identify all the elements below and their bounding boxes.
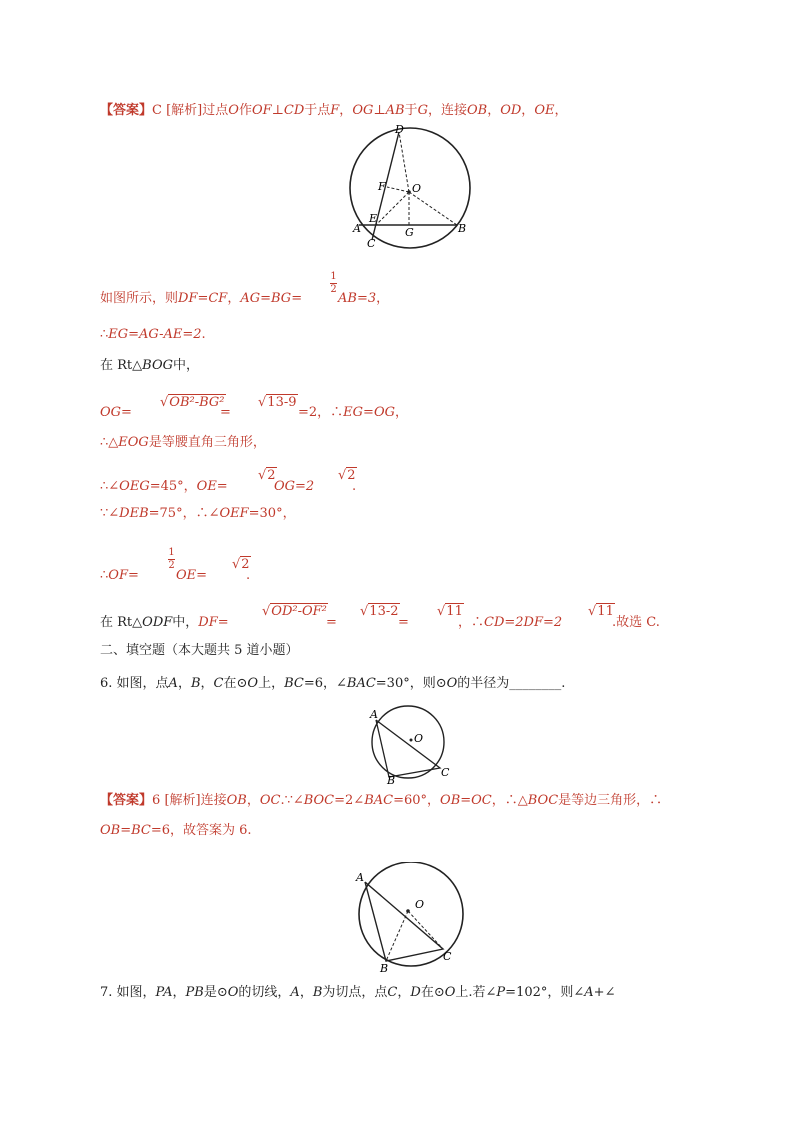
- text: ∴: [100, 568, 109, 583]
- math-var: CD: [283, 103, 305, 118]
- text: =45°，: [149, 479, 197, 494]
- solution-line-6b: [274, 478, 314, 496]
- math-var: BOC: [527, 793, 559, 808]
- text: 于点: [304, 103, 331, 118]
- radicand: OD²-OF²: [271, 604, 327, 619]
- solution-line-9c: [398, 614, 409, 632]
- label-O: O: [412, 182, 422, 195]
- label-A: A: [370, 708, 378, 721]
- math-expr: OEG: [119, 479, 150, 494]
- radicand: 2: [241, 557, 250, 572]
- answer-tag: 【答案】: [100, 793, 153, 808]
- radicand: 2: [267, 468, 276, 483]
- solution-line-8b: [176, 567, 207, 585]
- math-var: A: [290, 985, 300, 1000]
- radicand: 13-2: [369, 604, 399, 619]
- text: 在⊙: [420, 985, 445, 1000]
- text: =30°，则⊙: [375, 676, 447, 691]
- math-var: OD: [500, 103, 522, 118]
- text: ，: [339, 103, 353, 118]
- label-B: B: [380, 962, 389, 972]
- explain-text: [解析]过点: [166, 103, 229, 118]
- text: =6，故答案为 6.: [150, 823, 252, 838]
- text: 的切线，: [238, 985, 291, 1000]
- math-expr: OG=2: [274, 479, 315, 494]
- label-O: O: [415, 898, 425, 911]
- center-dot: [410, 739, 413, 742]
- answer-choice: C: [152, 103, 162, 118]
- frac-den: 2: [330, 284, 337, 295]
- text: 上，: [258, 676, 285, 691]
- answer-5-line: [100, 102, 567, 120]
- seg-OC: [408, 911, 443, 949]
- solution-line-8: [100, 567, 139, 585]
- text: ，: [200, 676, 214, 691]
- answer-6-line-1: [100, 792, 662, 810]
- math-var: O: [228, 103, 239, 118]
- text: 在⊙: [223, 676, 248, 691]
- text: =75°，∴∠: [148, 506, 220, 521]
- text: ，: [487, 103, 501, 118]
- math-expr: OF=: [108, 568, 139, 583]
- math-var: AB: [385, 103, 405, 118]
- math-var: F: [330, 103, 340, 118]
- math-var: A: [584, 985, 594, 1000]
- solution-line-4: [100, 404, 132, 422]
- math-expr: ODF: [142, 615, 173, 630]
- sqrt-13-2: √13-2: [360, 604, 399, 619]
- math-var: B: [190, 676, 201, 691]
- text: ∴: [100, 327, 109, 342]
- math-var: OF: [251, 103, 272, 118]
- text: .∵∠: [280, 793, 304, 808]
- math-expr: OE=: [196, 479, 228, 494]
- solution-line-7: [100, 505, 296, 523]
- solution-line-9b: [326, 614, 337, 632]
- text: 于: [404, 103, 418, 118]
- triangle-ABC: [365, 882, 443, 961]
- answer-6-line-2: [100, 822, 252, 840]
- seg-OD: [399, 132, 409, 192]
- text: [解析]连接: [164, 793, 227, 808]
- frac-num: 1: [330, 271, 337, 282]
- label-A: A: [353, 222, 361, 235]
- math-var: G: [417, 103, 428, 118]
- math-expr: EG=OG: [343, 405, 395, 420]
- text: =6，∠: [303, 676, 347, 691]
- sqrt-11-b: √11: [588, 604, 614, 619]
- math-expr: OG=: [100, 405, 132, 420]
- math-expr: BOG: [142, 358, 173, 373]
- fraction-half-2: [168, 548, 175, 571]
- solution-line-6: [100, 478, 228, 496]
- label-D: D: [395, 123, 404, 136]
- math-var: BC: [284, 676, 304, 691]
- text: =30°，: [248, 506, 296, 521]
- section-heading: 二、填空题（本大题共 5 道小题）: [100, 643, 299, 658]
- math-expr: OE=: [176, 568, 208, 583]
- text: ，: [521, 103, 535, 118]
- math-var: OC: [259, 793, 281, 808]
- text: ，∴△: [491, 793, 528, 808]
- math-var: A: [168, 676, 178, 691]
- math-var: OB: [466, 103, 488, 118]
- math-expr: OEF: [219, 506, 249, 521]
- math-var: BOC: [303, 793, 335, 808]
- math-var: OE: [534, 103, 555, 118]
- label-B: B: [458, 222, 467, 235]
- text: 作: [238, 103, 252, 118]
- frac-den: 2: [168, 560, 175, 571]
- sqrt-13-9: √13-9: [258, 395, 297, 410]
- text: 是等边三角形，∴: [558, 793, 663, 808]
- solution-line-9e: [612, 614, 660, 632]
- text: ，: [246, 793, 260, 808]
- solution-line-4c: [298, 404, 408, 422]
- sqrt-od-of: √OD²-OF²: [262, 604, 327, 619]
- label-C: C: [367, 237, 376, 250]
- math-var: BAC: [346, 676, 376, 691]
- solution-line-2: [100, 326, 206, 344]
- math-var: O: [227, 985, 239, 1000]
- text: ，连接: [427, 103, 467, 118]
- solution-line-5: [100, 434, 266, 452]
- text: 的半径为________.: [457, 676, 566, 691]
- text: =: [220, 405, 231, 420]
- text: 7. 如图，: [100, 985, 156, 1000]
- sqrt-2-a: √2: [258, 468, 276, 483]
- text: 是等腰直角三角形，: [148, 435, 266, 450]
- text: +∠: [593, 985, 616, 1000]
- circle: [372, 706, 444, 778]
- center-dot: [406, 909, 410, 913]
- text: 中，: [172, 615, 199, 630]
- solution-line-1: [100, 290, 302, 308]
- text: 在 Rt△: [100, 615, 143, 630]
- text: ∵∠: [100, 506, 120, 521]
- math-var: OG: [352, 103, 374, 118]
- math-expr: AB=3: [338, 291, 377, 306]
- radicand: 11: [446, 604, 463, 619]
- label-B: B: [387, 774, 396, 785]
- sqrt-11-a: √11: [437, 604, 463, 619]
- text: ，: [172, 985, 186, 1000]
- label-A: A: [356, 871, 364, 884]
- text: ，: [299, 985, 313, 1000]
- math-expr: DF=: [198, 615, 229, 630]
- solution-line-1b: [338, 290, 389, 308]
- text: .: [201, 327, 206, 342]
- math-expr: AG=BG=: [240, 291, 303, 306]
- text: 如图所示，则: [100, 291, 179, 306]
- label-G: G: [405, 226, 414, 239]
- text: =102°，则∠: [505, 985, 585, 1000]
- seg-OB: [409, 192, 457, 225]
- math-expr: EOG: [118, 435, 149, 450]
- text: .: [246, 568, 251, 583]
- math-var: BAC: [364, 793, 394, 808]
- figure-circle-2: [365, 705, 455, 785]
- text: =: [398, 615, 409, 630]
- radicand: OB²-BG²: [169, 395, 225, 410]
- text: .: [352, 479, 357, 494]
- math-var: C: [213, 676, 224, 691]
- solution-line-4b: [220, 404, 231, 422]
- fraction-half-1: [330, 272, 337, 295]
- figure-circle-3: [350, 862, 475, 972]
- seg-OF: [387, 187, 409, 192]
- math-expr: OB=BC: [100, 823, 151, 838]
- seg-OB: [386, 911, 408, 961]
- math-expr: EG=AG-AE=2: [108, 327, 202, 342]
- math-var: OB: [226, 793, 247, 808]
- text: ⊥: [373, 103, 386, 118]
- text: ∴∠: [100, 479, 120, 494]
- math-var: P: [496, 985, 506, 1000]
- label-E: E: [369, 212, 378, 225]
- math-var: B: [312, 985, 323, 1000]
- seg-OE: [376, 192, 409, 225]
- text: ∴△: [100, 435, 119, 450]
- sqrt-2-c: √2: [232, 557, 250, 572]
- triangle-ABC: [376, 720, 440, 777]
- math-expr: CD=2DF=2: [484, 615, 563, 630]
- label-C: C: [443, 950, 452, 963]
- math-expr: DF=CF: [178, 291, 228, 306]
- text: ⊥: [271, 103, 284, 118]
- text: ，: [227, 291, 241, 306]
- math-var: O: [247, 676, 259, 691]
- math-var: C: [387, 985, 398, 1000]
- text: 在 Rt△: [100, 358, 143, 373]
- solution-line-8c: [246, 567, 250, 585]
- text: ，: [394, 405, 408, 420]
- radicand: 2: [347, 468, 356, 483]
- sqrt-ob-bg: √OB²-BG²: [160, 395, 225, 410]
- text: ，: [376, 291, 390, 306]
- text: ，: [397, 985, 411, 1000]
- solution-line-9: [100, 614, 229, 632]
- question-6: [100, 675, 565, 693]
- question-7: [100, 984, 615, 1002]
- math-var: D: [410, 985, 421, 1000]
- figure-circle-1: [345, 122, 475, 257]
- solution-line-9d: [458, 614, 562, 632]
- text: =2，∴: [298, 405, 344, 420]
- math-var: PA: [155, 985, 173, 1000]
- text: .故选 C.: [612, 615, 660, 630]
- text: =60°，: [393, 793, 441, 808]
- math-expr: OB=OC: [440, 793, 492, 808]
- frac-num: 1: [168, 547, 175, 558]
- text: 中，: [173, 358, 200, 373]
- text: =2∠: [334, 793, 365, 808]
- solution-line-3: [100, 357, 199, 375]
- answer-value: 6: [152, 793, 161, 808]
- center-dot: [407, 190, 411, 194]
- label-O: O: [414, 732, 424, 745]
- text: ，∴: [458, 615, 485, 630]
- sqrt-2-b: √2: [338, 468, 356, 483]
- text: ，: [554, 103, 568, 118]
- math-var: O: [446, 676, 458, 691]
- math-expr: DEB: [119, 506, 149, 521]
- text: 为切点，点: [322, 985, 388, 1000]
- answer-tag: 【答案】: [100, 103, 153, 118]
- math-var: O: [444, 985, 456, 1000]
- text: 上.若∠: [455, 985, 497, 1000]
- text: ，: [177, 676, 191, 691]
- radicand: 13-9: [267, 395, 297, 410]
- radicand: 11: [597, 604, 614, 619]
- text: 6. 如图，点: [100, 676, 169, 691]
- text: 是⊙: [203, 985, 228, 1000]
- label-C: C: [441, 766, 450, 779]
- math-var: PB: [185, 985, 204, 1000]
- text: =: [326, 615, 337, 630]
- label-F: F: [378, 180, 386, 193]
- solution-line-6c: [352, 478, 356, 496]
